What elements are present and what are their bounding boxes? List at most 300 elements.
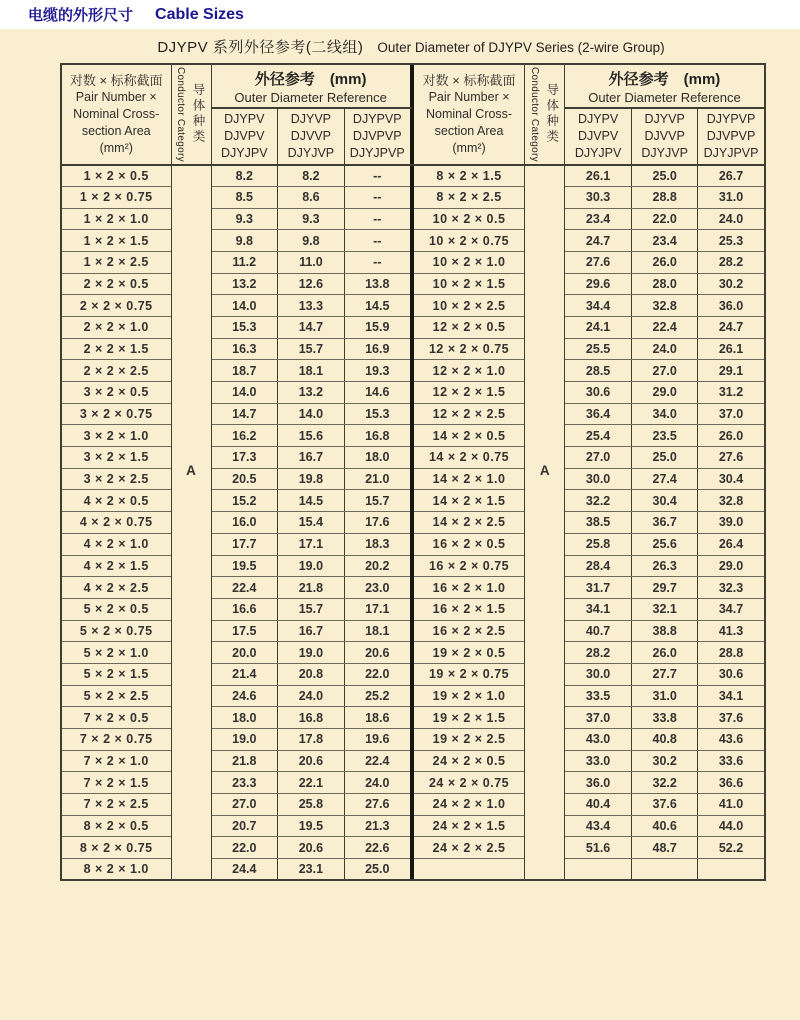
diameter-value-cell: 19.5 xyxy=(278,815,345,837)
diameter-value-cell: 9.3 xyxy=(211,208,278,230)
pair-number-column-header xyxy=(61,64,171,165)
diameter-value-cell: 22.1 xyxy=(278,772,345,794)
diameter-value-cell: 13.3 xyxy=(278,295,345,317)
diameter-value-cell: 21.8 xyxy=(278,577,345,599)
table-row xyxy=(413,858,765,880)
diameter-value-cell: 18.0 xyxy=(211,707,278,729)
pair-spec-cell: 2 × 2 × 1.0 xyxy=(61,317,171,339)
table-caption-chinese: DJYPV 系列外径参考(二线组) xyxy=(157,39,364,56)
cable-type-column-header-3 xyxy=(698,108,765,165)
diameter-value-cell: 34.0 xyxy=(631,403,698,425)
diameter-value-cell: 23.5 xyxy=(631,425,698,447)
diameter-value-cell: 16.8 xyxy=(278,707,345,729)
diameter-value-cell: 25.8 xyxy=(278,793,345,815)
cable-type-column-header-1 xyxy=(211,108,278,165)
table-row xyxy=(61,360,411,382)
diameter-value-cell: 25.0 xyxy=(344,858,411,880)
diameter-value-cell: 34.7 xyxy=(698,598,765,620)
diameter-value-cell: 27.6 xyxy=(565,252,632,274)
diameter-value-cell: 28.2 xyxy=(565,642,632,664)
diameter-value-cell: 26.1 xyxy=(565,165,632,187)
diameter-value-cell: 32.8 xyxy=(698,490,765,512)
diameter-value-cell xyxy=(631,858,698,880)
cable-type-label: DJYPVP xyxy=(706,112,756,127)
pair-spec-cell: 12 × 2 × 0.75 xyxy=(413,338,525,360)
conductor-category-label-chinese: 导体种类 xyxy=(191,83,205,146)
cable-type-label: DJYJPV xyxy=(574,146,622,161)
table-row xyxy=(413,577,765,599)
pair-spec-cell: 8 × 2 × 0.5 xyxy=(61,815,171,837)
conductor-category-cell xyxy=(525,165,565,881)
diameter-value-cell: 26.3 xyxy=(631,555,698,577)
diameter-value-cell: 30.6 xyxy=(698,663,765,685)
pair-spec-cell xyxy=(413,858,525,880)
diameter-value-cell: 17.3 xyxy=(211,447,278,469)
conductor-category-value: A xyxy=(539,463,550,479)
diameter-value-cell: 25.0 xyxy=(631,165,698,187)
pair-spec-cell: 2 × 2 × 2.5 xyxy=(61,360,171,382)
header-line: Pair Number × xyxy=(75,89,157,104)
diameter-value-cell: 9.8 xyxy=(278,230,345,252)
diameter-value-cell: 26.0 xyxy=(631,642,698,664)
table-row xyxy=(61,620,411,642)
table-row xyxy=(413,598,765,620)
table-row xyxy=(413,317,765,339)
table-row xyxy=(61,338,411,360)
pair-spec-cell: 5 × 2 × 1.5 xyxy=(61,663,171,685)
table-row xyxy=(61,512,411,534)
conductor-category-label-chinese: 导体种类 xyxy=(544,83,559,146)
table-row xyxy=(413,490,765,512)
diameter-value-cell: 25.6 xyxy=(631,533,698,555)
table-caption-english: Outer Diameter of DJYPV Series (2-wire Group) xyxy=(377,40,665,55)
diameter-value-cell: -- xyxy=(344,230,411,252)
table-row xyxy=(413,555,765,577)
diameter-value-cell: 44.0 xyxy=(698,815,765,837)
table-caption xyxy=(60,36,762,57)
diameter-value-cell: 16.9 xyxy=(344,338,411,360)
diameter-value-cell: 20.5 xyxy=(211,468,278,490)
diameter-value-cell: 14.7 xyxy=(211,403,278,425)
diameter-value-cell: 43.6 xyxy=(698,728,765,750)
cable-type-label: DJYJPVP xyxy=(703,146,759,161)
diameter-value-cell: 37.6 xyxy=(631,793,698,815)
diameter-value-cell: 15.7 xyxy=(344,490,411,512)
table-row xyxy=(413,512,765,534)
diameter-value-cell: -- xyxy=(344,165,411,187)
header-line: 对数 × 标称截面 xyxy=(69,72,163,88)
table-row xyxy=(413,252,765,274)
diameter-value-cell: 32.8 xyxy=(631,295,698,317)
diameter-value-cell: 24.7 xyxy=(565,230,632,252)
diameter-value-cell: 25.2 xyxy=(344,685,411,707)
diameter-value-cell: 18.1 xyxy=(344,620,411,642)
diameter-value-cell: 33.0 xyxy=(565,750,632,772)
diameter-value-cell: 27.6 xyxy=(344,793,411,815)
table-row xyxy=(61,707,411,729)
diameter-value-cell: 26.4 xyxy=(698,533,765,555)
cable-type-label: DJYVP xyxy=(644,112,685,127)
diameter-value-cell xyxy=(565,858,632,880)
table-row xyxy=(413,533,765,555)
diameter-value-cell: 38.5 xyxy=(565,512,632,534)
diameter-value-cell: 22.6 xyxy=(344,837,411,859)
diameter-value-cell: 28.0 xyxy=(631,273,698,295)
diameter-value-cell: 27.0 xyxy=(565,447,632,469)
table-row xyxy=(413,620,765,642)
diameter-value-cell: 8.2 xyxy=(211,165,278,187)
cable-type-column-header-2 xyxy=(631,108,698,165)
diameter-value-cell: 14.5 xyxy=(344,295,411,317)
table-body-left xyxy=(61,165,411,881)
table-row xyxy=(413,403,765,425)
table-row xyxy=(61,230,411,252)
diameter-value-cell: 15.6 xyxy=(278,425,345,447)
diameter-value-cell: 27.0 xyxy=(211,793,278,815)
diameter-value-cell: 21.8 xyxy=(211,750,278,772)
diameter-value-cell: 40.8 xyxy=(631,728,698,750)
diameter-value-cell: 23.1 xyxy=(278,858,345,880)
diameter-value-cell: 17.6 xyxy=(344,512,411,534)
pair-spec-cell: 5 × 2 × 0.75 xyxy=(61,620,171,642)
diameter-value-cell: 31.0 xyxy=(698,187,765,209)
pair-spec-cell: 10 × 2 × 2.5 xyxy=(413,295,525,317)
group-header-english: Outer Diameter Reference xyxy=(234,89,387,105)
diameter-value-cell: 25.3 xyxy=(698,230,765,252)
table-row xyxy=(61,772,411,794)
pair-spec-cell: 4 × 2 × 1.5 xyxy=(61,555,171,577)
table-row xyxy=(61,685,411,707)
diameter-value-cell: 40.7 xyxy=(565,620,632,642)
diameter-value-cell: 20.8 xyxy=(278,663,345,685)
table-row xyxy=(413,187,765,209)
diameter-value-cell: 16.6 xyxy=(211,598,278,620)
table-row xyxy=(61,468,411,490)
diameter-value-cell: 21.4 xyxy=(211,663,278,685)
pair-spec-cell: 10 × 2 × 0.5 xyxy=(413,208,525,230)
diameter-value-cell: 26.0 xyxy=(698,425,765,447)
conductor-category-value: A xyxy=(186,463,196,479)
cable-size-table-left xyxy=(60,63,412,881)
diameter-value-cell: 17.5 xyxy=(211,620,278,642)
diameter-value-cell: 16.3 xyxy=(211,338,278,360)
diameter-value-cell: 34.4 xyxy=(565,295,632,317)
table-row xyxy=(61,577,411,599)
diameter-value-cell: 25.4 xyxy=(565,425,632,447)
table-row xyxy=(61,425,411,447)
pair-spec-cell: 24 × 2 × 1.0 xyxy=(413,793,525,815)
diameter-value-cell: 43.4 xyxy=(565,815,632,837)
pair-spec-cell: 4 × 2 × 2.5 xyxy=(61,577,171,599)
diameter-value-cell: 30.0 xyxy=(565,663,632,685)
diameter-value-cell: 32.2 xyxy=(631,772,698,794)
diameter-value-cell: 23.3 xyxy=(211,772,278,794)
diameter-value-cell: 29.0 xyxy=(631,382,698,404)
diameter-value-cell: 30.0 xyxy=(565,468,632,490)
table-row xyxy=(61,187,411,209)
table-row xyxy=(61,750,411,772)
diameter-value-cell: 32.3 xyxy=(698,577,765,599)
diameter-value-cell: 29.1 xyxy=(698,360,765,382)
table-row xyxy=(61,663,411,685)
pair-spec-cell: 3 × 2 × 2.5 xyxy=(61,468,171,490)
pair-spec-cell: 8 × 2 × 1.5 xyxy=(413,165,525,187)
diameter-value-cell: 27.6 xyxy=(698,447,765,469)
table-row xyxy=(61,642,411,664)
diameter-value-cell: 20.7 xyxy=(211,815,278,837)
diameter-value-cell: 24.7 xyxy=(698,317,765,339)
table-row xyxy=(413,468,765,490)
cable-type-label: DJYJVP xyxy=(287,146,335,161)
pair-spec-cell: 1 × 2 × 1.0 xyxy=(61,208,171,230)
diameter-value-cell: 39.0 xyxy=(698,512,765,534)
diameter-value-cell: 48.7 xyxy=(631,837,698,859)
pair-spec-cell: 12 × 2 × 1.0 xyxy=(413,360,525,382)
diameter-value-cell: 14.5 xyxy=(278,490,345,512)
diameter-value-cell: 27.4 xyxy=(631,468,698,490)
diameter-value-cell: 29.7 xyxy=(631,577,698,599)
diameter-value-cell: 34.1 xyxy=(565,598,632,620)
diameter-value-cell: 15.3 xyxy=(211,317,278,339)
diameter-value-cell: 21.3 xyxy=(344,815,411,837)
diameter-value-cell: 13.2 xyxy=(211,273,278,295)
table-row xyxy=(413,642,765,664)
diameter-value-cell: 28.8 xyxy=(698,642,765,664)
table-row xyxy=(61,793,411,815)
diameter-value-cell: 41.3 xyxy=(698,620,765,642)
cable-type-label: DJVPVP xyxy=(706,129,756,144)
diameter-value-cell: 24.6 xyxy=(211,685,278,707)
table-row xyxy=(413,382,765,404)
conductor-category-cell xyxy=(171,165,211,881)
diameter-value-cell: 16.8 xyxy=(344,425,411,447)
diameter-value-cell: 22.4 xyxy=(631,317,698,339)
pair-spec-cell: 2 × 2 × 0.5 xyxy=(61,273,171,295)
conductor-category-column-header xyxy=(171,64,211,165)
diameter-value-cell: 38.8 xyxy=(631,620,698,642)
table-row xyxy=(413,728,765,750)
conductor-category-column-header xyxy=(525,64,565,165)
diameter-value-cell: 52.2 xyxy=(698,837,765,859)
diameter-value-cell: 25.8 xyxy=(565,533,632,555)
cable-type-label: DJVVP xyxy=(290,129,332,144)
table-row xyxy=(413,208,765,230)
pair-spec-cell: 8 × 2 × 2.5 xyxy=(413,187,525,209)
diameter-value-cell: 51.6 xyxy=(565,837,632,859)
diameter-value-cell: 24.4 xyxy=(211,858,278,880)
diameter-value-cell: 30.4 xyxy=(631,490,698,512)
header-line: Nominal Cross- xyxy=(73,106,160,121)
pair-spec-cell: 14 × 2 × 1.5 xyxy=(413,490,525,512)
pair-spec-cell: 7 × 2 × 2.5 xyxy=(61,793,171,815)
diameter-value-cell: 19.0 xyxy=(278,642,345,664)
diameter-value-cell: 19.0 xyxy=(211,728,278,750)
diameter-value-cell: 33.5 xyxy=(565,685,632,707)
pair-spec-cell: 19 × 2 × 1.5 xyxy=(413,707,525,729)
outer-diameter-group-header xyxy=(211,64,411,108)
diameter-value-cell: 17.7 xyxy=(211,533,278,555)
diameter-value-cell: 16.2 xyxy=(211,425,278,447)
diameter-value-cell: 28.2 xyxy=(698,252,765,274)
diameter-value-cell: 31.7 xyxy=(565,577,632,599)
table-row xyxy=(61,252,411,274)
diameter-value-cell: 23.0 xyxy=(344,577,411,599)
table-header xyxy=(413,64,765,165)
diameter-value-cell: 13.8 xyxy=(344,273,411,295)
diameter-value-cell: 36.0 xyxy=(565,772,632,794)
pair-spec-cell: 24 × 2 × 2.5 xyxy=(413,837,525,859)
diameter-value-cell: 20.6 xyxy=(344,642,411,664)
table-row xyxy=(413,230,765,252)
pair-spec-cell: 4 × 2 × 0.75 xyxy=(61,512,171,534)
table-row xyxy=(61,555,411,577)
pair-spec-cell: 3 × 2 × 1.5 xyxy=(61,447,171,469)
table-row xyxy=(413,663,765,685)
pair-spec-cell: 14 × 2 × 0.5 xyxy=(413,425,525,447)
pair-spec-cell: 16 × 2 × 0.5 xyxy=(413,533,525,555)
diameter-value-cell: 28.4 xyxy=(565,555,632,577)
pair-spec-cell: 3 × 2 × 0.5 xyxy=(61,382,171,404)
table-row xyxy=(413,837,765,859)
cable-type-column-header-2 xyxy=(278,108,345,165)
diameter-value-cell: 15.7 xyxy=(278,338,345,360)
diameter-value-cell: 33.8 xyxy=(631,707,698,729)
diameter-value-cell: 29.6 xyxy=(565,273,632,295)
table-row xyxy=(413,360,765,382)
table-row xyxy=(413,685,765,707)
diameter-value-cell: 25.5 xyxy=(565,338,632,360)
pair-spec-cell: 4 × 2 × 0.5 xyxy=(61,490,171,512)
diameter-value-cell: 20.6 xyxy=(278,750,345,772)
diameter-value-cell: 19.0 xyxy=(278,555,345,577)
table-row xyxy=(61,728,411,750)
table-row xyxy=(413,425,765,447)
diameter-value-cell: 11.0 xyxy=(278,252,345,274)
cable-type-label: DJVPVP xyxy=(352,129,402,144)
diameter-value-cell: 12.6 xyxy=(278,273,345,295)
group-header-chinese: 外径参考 (mm) xyxy=(254,70,367,88)
page-header-bar xyxy=(0,0,800,29)
table-row xyxy=(61,295,411,317)
diameter-value-cell: 15.2 xyxy=(211,490,278,512)
cable-type-label: DJYPV xyxy=(577,112,619,127)
diameter-value-cell: 24.0 xyxy=(344,772,411,794)
pair-spec-cell: 8 × 2 × 1.0 xyxy=(61,858,171,880)
diameter-value-cell: 13.2 xyxy=(278,382,345,404)
pair-spec-cell: 14 × 2 × 1.0 xyxy=(413,468,525,490)
diameter-value-cell: 22.0 xyxy=(211,837,278,859)
diameter-value-cell: 33.6 xyxy=(698,750,765,772)
diameter-value-cell: 14.7 xyxy=(278,317,345,339)
diameter-value-cell: 27.7 xyxy=(631,663,698,685)
pair-spec-cell: 2 × 2 × 0.75 xyxy=(61,295,171,317)
cable-type-label: DJYJVP xyxy=(641,146,688,161)
diameter-value-cell: -- xyxy=(344,208,411,230)
diameter-value-cell: 9.8 xyxy=(211,230,278,252)
header-line: section Area xyxy=(81,123,151,138)
diameter-value-cell: 23.4 xyxy=(565,208,632,230)
pair-spec-cell: 7 × 2 × 1.0 xyxy=(61,750,171,772)
diameter-value-cell: 14.0 xyxy=(211,295,278,317)
diameter-value-cell: 28.8 xyxy=(631,187,698,209)
diameter-value-cell: 14.0 xyxy=(278,403,345,425)
pair-spec-cell: 7 × 2 × 0.75 xyxy=(61,728,171,750)
diameter-value-cell: 20.0 xyxy=(211,642,278,664)
diameter-value-cell: 40.4 xyxy=(565,793,632,815)
table-row xyxy=(61,490,411,512)
table-row xyxy=(61,273,411,295)
pair-number-column-header xyxy=(413,64,525,165)
pair-spec-cell: 12 × 2 × 0.5 xyxy=(413,317,525,339)
diameter-value-cell: 11.2 xyxy=(211,252,278,274)
page-title-chinese: 电缆的外形尺寸 xyxy=(28,7,134,24)
pair-spec-cell: 4 × 2 × 1.0 xyxy=(61,533,171,555)
diameter-value-cell: 14.0 xyxy=(211,382,278,404)
table-row xyxy=(413,338,765,360)
table-row xyxy=(413,772,765,794)
pair-spec-cell: 19 × 2 × 2.5 xyxy=(413,728,525,750)
cable-size-tables xyxy=(60,63,763,879)
pair-spec-cell: 24 × 2 × 0.5 xyxy=(413,750,525,772)
diameter-value-cell: 21.0 xyxy=(344,468,411,490)
diameter-value-cell: 26.7 xyxy=(698,165,765,187)
diameter-value-cell: 24.1 xyxy=(565,317,632,339)
diameter-value-cell: 22.4 xyxy=(344,750,411,772)
diameter-value-cell: 32.2 xyxy=(565,490,632,512)
cable-type-label: DJVVP xyxy=(644,129,685,144)
header-line: (mm²) xyxy=(452,140,486,155)
pair-spec-cell: 16 × 2 × 1.5 xyxy=(413,598,525,620)
cable-type-label: DJYJPVP xyxy=(349,146,405,161)
cable-type-column-header-3 xyxy=(344,108,411,165)
diameter-value-cell: 8.6 xyxy=(278,187,345,209)
diameter-value-cell: 34.1 xyxy=(698,685,765,707)
pair-spec-cell: 16 × 2 × 2.5 xyxy=(413,620,525,642)
page-title-english: Cable Sizes xyxy=(155,5,244,23)
diameter-value-cell: -- xyxy=(344,252,411,274)
diameter-value-cell: 26.1 xyxy=(698,338,765,360)
group-header-english: Outer Diameter Reference xyxy=(588,89,741,105)
table-row xyxy=(61,208,411,230)
pair-spec-cell: 19 × 2 × 0.75 xyxy=(413,663,525,685)
diameter-value-cell: 37.0 xyxy=(565,707,632,729)
table-row xyxy=(61,815,411,837)
pair-spec-cell: 10 × 2 × 0.75 xyxy=(413,230,525,252)
diameter-value-cell: 22.0 xyxy=(344,663,411,685)
diameter-value-cell: 18.6 xyxy=(344,707,411,729)
diameter-value-cell: 36.0 xyxy=(698,295,765,317)
pair-spec-cell: 10 × 2 × 1.5 xyxy=(413,273,525,295)
diameter-value-cell: 36.7 xyxy=(631,512,698,534)
cable-type-label: DJYPV xyxy=(224,112,265,127)
pair-spec-cell: 8 × 2 × 0.75 xyxy=(61,837,171,859)
header-line: (mm²) xyxy=(99,140,133,155)
diameter-value-cell: 15.7 xyxy=(278,598,345,620)
pair-spec-cell: 1 × 2 × 0.5 xyxy=(61,165,171,187)
pair-spec-cell: 5 × 2 × 2.5 xyxy=(61,685,171,707)
diameter-value-cell: 24.0 xyxy=(278,685,345,707)
table-row xyxy=(413,707,765,729)
table-row xyxy=(413,815,765,837)
diameter-value-cell: 30.4 xyxy=(698,468,765,490)
diameter-value-cell: 30.2 xyxy=(698,273,765,295)
table-row xyxy=(61,447,411,469)
diameter-value-cell: 27.0 xyxy=(631,360,698,382)
pair-spec-cell: 5 × 2 × 0.5 xyxy=(61,598,171,620)
pair-spec-cell: 7 × 2 × 0.5 xyxy=(61,707,171,729)
diameter-value-cell: 30.6 xyxy=(565,382,632,404)
conductor-category-label-english: Conductor Category xyxy=(528,67,540,162)
